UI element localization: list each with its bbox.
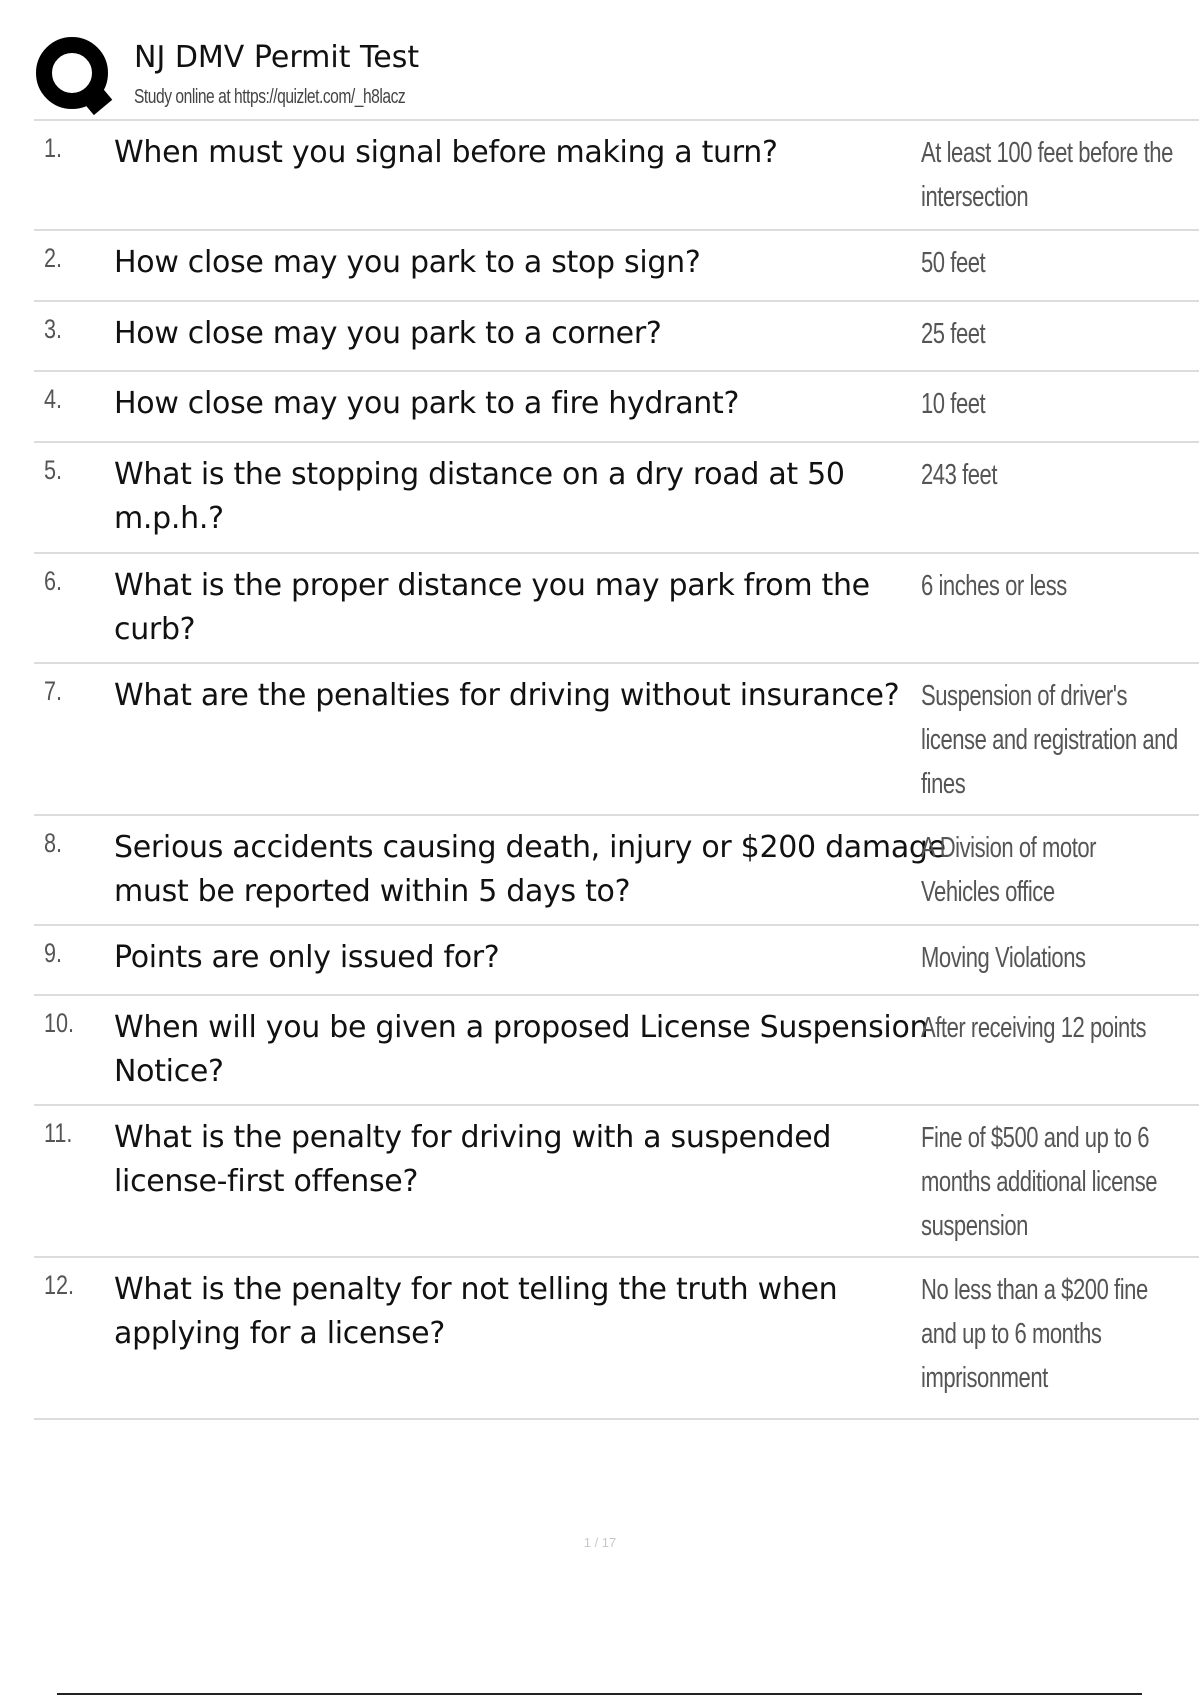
card-answer: Suspension of driver's license and registration and fines bbox=[921, 680, 1178, 800]
card-question: Serious accidents causing death, injury or $200 damage must be reported within 5 days to? bbox=[114, 830, 946, 909]
card-number: 1. bbox=[44, 133, 63, 163]
card-answer: 10 feet bbox=[921, 388, 986, 420]
card-answer: Moving Violations bbox=[921, 942, 1086, 974]
flashcard-row bbox=[34, 664, 1199, 816]
card-question: Points are only issued for? bbox=[114, 940, 500, 975]
card-question: What is the stopping distance on a dry road at 50 m.p.h.? bbox=[114, 457, 845, 536]
card-number: 8. bbox=[44, 828, 63, 858]
card-question: What is the penalty for not telling the truth when applying for a license? bbox=[114, 1272, 838, 1351]
flashcard-row bbox=[34, 926, 1199, 996]
flashcard-row bbox=[34, 443, 1199, 554]
flashcard-row bbox=[34, 554, 1199, 664]
card-answer: 243 feet bbox=[921, 459, 998, 491]
card-question: How close may you park to a stop sign? bbox=[114, 245, 701, 280]
card-answer: 25 feet bbox=[921, 318, 986, 350]
card-question: How close may you park to a fire hydrant? bbox=[114, 386, 740, 421]
card-answer: A Division of motor Vehicles office bbox=[921, 832, 1097, 908]
flashcard-row bbox=[34, 816, 1199, 926]
card-question: When will you be given a proposed License Suspension Notice? bbox=[114, 1010, 929, 1089]
card-number: 9. bbox=[44, 938, 63, 968]
flashcard-row bbox=[34, 372, 1199, 443]
flashcard-row bbox=[34, 121, 1199, 231]
page-number: 1 / 17 bbox=[583, 1535, 617, 1550]
card-number: 7. bbox=[44, 676, 63, 706]
card-number: 6. bbox=[44, 566, 63, 596]
divider bbox=[57, 1693, 1142, 1695]
card-question: What is the penalty for driving with a suspended license-first offense? bbox=[114, 1120, 832, 1199]
card-answer: 6 inches or less bbox=[921, 570, 1067, 602]
flashcard-row bbox=[34, 231, 1199, 302]
flashcard-row bbox=[34, 996, 1199, 1106]
card-answer: Fine of $500 and up to 6 months additional license suspension bbox=[921, 1122, 1158, 1242]
document-header bbox=[34, 36, 1199, 118]
card-number: 10. bbox=[44, 1008, 75, 1038]
card-answer: After receiving 12 points bbox=[921, 1012, 1147, 1044]
flashcard-row bbox=[34, 302, 1199, 372]
card-answer: 50 feet bbox=[921, 247, 986, 279]
card-answer: At least 100 feet before the intersection bbox=[921, 137, 1173, 213]
card-number: 2. bbox=[44, 243, 63, 273]
card-answer: No less than a $200 fine and up to 6 months imprisonment bbox=[921, 1274, 1148, 1394]
quizlet-q-logo-icon bbox=[34, 36, 116, 118]
card-number: 3. bbox=[44, 314, 63, 344]
card-question: What is the proper distance you may park from the curb? bbox=[114, 568, 870, 647]
page-title: NJ DMV Permit Test bbox=[134, 40, 420, 75]
card-question: What are the penalties for driving without insurance? bbox=[114, 678, 900, 713]
card-number: 12. bbox=[44, 1270, 75, 1300]
card-question: When must you signal before making a turn? bbox=[114, 135, 778, 170]
card-number: 5. bbox=[44, 455, 63, 485]
flashcard-row bbox=[34, 1106, 1199, 1258]
study-online-link[interactable]: Study online at https://quizlet.com/_h8lacz bbox=[134, 86, 406, 108]
card-number: 4. bbox=[44, 384, 63, 414]
card-number: 11. bbox=[44, 1118, 73, 1148]
flashcard-list bbox=[34, 119, 1199, 1420]
card-question: How close may you park to a corner? bbox=[114, 316, 662, 351]
flashcard-row bbox=[34, 1258, 1199, 1420]
